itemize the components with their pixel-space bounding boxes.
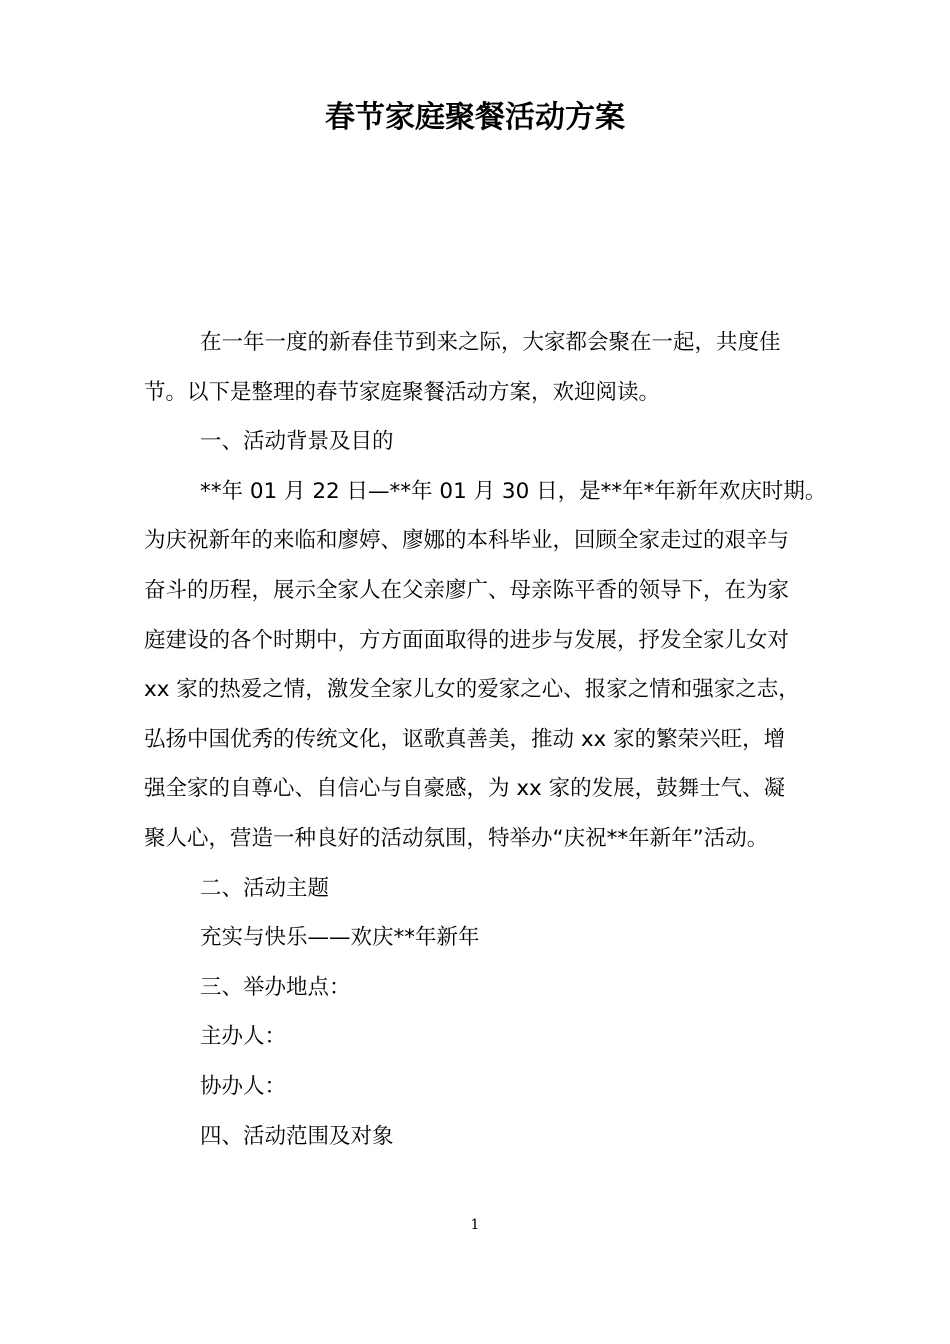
background-line-7: 强全家的自尊心、自信心与自豪感，为 xx 家的发展，鼓舞士气、凝 — [144, 776, 786, 802]
section-heading-location: 三、举办地点： — [200, 974, 351, 1000]
intro-line-1: 在一年一度的新春佳节到来之际，大家都会聚在一起，共度佳 — [200, 330, 781, 355]
background-line-3: 奋斗的历程，展示全家人在父亲廖广、母亲陈平香的领导下，在为家 — [144, 577, 790, 603]
section-heading-scope: 四、活动范围及对象 — [200, 1123, 394, 1149]
co-organizer-line: 协办人： — [200, 1073, 287, 1099]
background-line-2: 为庆祝新年的来临和廖婷、廖娜的本科毕业，回顾全家走过的艰辛与 — [144, 528, 790, 554]
background-line-8: 聚人心，营造一种良好的活动氛围，特举办“庆祝**年新年”活动。 — [144, 825, 769, 851]
intro-line-2: 节。以下是整理的春节家庭聚餐活动方案，欢迎阅读。 — [144, 379, 661, 405]
background-line-6: 弘扬中国优秀的传统文化，讴歌真善美，推动 xx 家的繁荣兴旺，增 — [144, 726, 786, 752]
organizer-line: 主办人： — [200, 1024, 287, 1050]
document-title: 春节家庭聚餐活动方案 — [325, 100, 625, 135]
page-number: 1 — [470, 1217, 480, 1233]
theme-text: 充实与快乐——欢庆**年新年 — [200, 925, 480, 951]
section-heading-theme: 二、活动主题 — [200, 875, 330, 901]
background-line-5: xx 家的热爱之情，激发全家儿女的爱家之心、报家之情和强家之志， — [144, 677, 800, 703]
background-line-4: 庭建设的各个时期中，方方面面取得的进步与发展，抒发全家儿女对 — [144, 627, 790, 653]
document-body — [144, 318, 827, 1161]
section-heading-background: 一、活动背景及目的 — [200, 429, 394, 455]
background-line-1: **年 01 月 22 日—**年 01 月 30 日，是**年*年新年欢庆时期。 — [200, 478, 827, 504]
